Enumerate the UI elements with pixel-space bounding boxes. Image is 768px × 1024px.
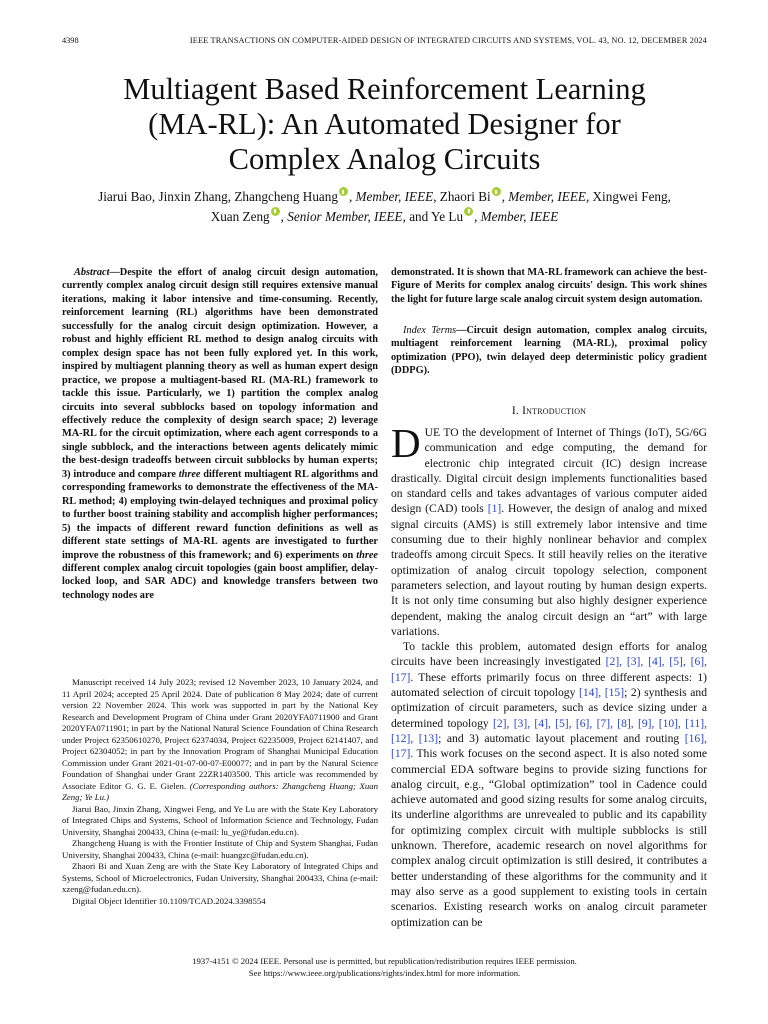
orcid-icon[interactable] <box>271 207 280 216</box>
abstract-emphasis: three <box>178 468 201 480</box>
abstract-text: —Despite the effort of analog circuit design automation, currently complex analog circuit design still requires extensive manual iterations, making it labor intensive and time-consuming. Recently, reinforcement learning (RL) algorithms have been demonstrated successfully for the analog circuit design optimization. However, a robust and highly efficient RL method to design analog circuits with complex design space has not been fully explored yet. In this work, inspired by multiagent planning theory as well as human expert design practice, we propose a multiagent-based RL (MA-RL) framework to tackle this issue. Particularly, we 1) partition the complex analog circuits into several subblocks based on topology information and effectively reduce the complexity of design search space; 2) leverage MA-RL for the circuit optimization, where each agent corresponds to a single subblock, and the interactions between agents delicately mimic the best-design tradeoffs between circuit subblocks by human experts; 3) introduce and compare <box>62 267 378 480</box>
footnote-manuscript: Manuscript received 14 July 2023; revised 12 November 2023, 10 January 2024, and 11 April 2024; accepted 25 April 2024. Date of publication 8 May 2024; date of current version 22 November 2024. This work was supported in part by the National Key Research and Development Program of China under Grant 2020YFA0711900 and Grant 2020YFA0711901; in part by the National Natural Science Foundation of China Research under Project 62350610270, Project 62374034, Project 62235009, Project 62141407, and Project 62304052; in part by the Innovation Program of Shanghai Municipal Education Commission under Grant 2021-01-07-00-07-E00077; and in part by the Natural Science Foundation of Shanghai under Grant 22ZR1403500. This article was recommended by Associate Editor G. G. E. Gielen. <box>62 677 378 791</box>
orcid-icon[interactable] <box>464 207 473 216</box>
footnote-affiliation-3: Zhaori Bi and Xuan Zeng are with the State Key Laboratory of Integrated Chips and Systems, School of Microelectronics, Fudan University, Shanghai 200433, China (e-mail: xzeng@fudan.edu.cn). <box>62 861 378 894</box>
citation-link[interactable]: [16], [17] <box>391 731 707 761</box>
index-terms-label: Index Terms <box>403 325 457 336</box>
intro-paragraph-2-cont: . This work focuses on the second aspect. It is also noted some commercial EDA software begins to provide sizing functions for analog circuit, e.g., “Global optimization” tool in Cadence could achieve automated and good sizing results for some analog circuits, its underline algorithms are unrevealed to public and its capability for optimizing complex circuit with multiple subblocks is still unknown. Therefore, academic research on novel algorithms for complex analog circuit optimization is still desired, it contributes a better understanding of these algorithms for the community and it may also serve as a good supplement to existing tools in certain scenarios. Existing research works on analog circuit parameter optimization can be <box>391 747 707 929</box>
copyright-line-2: See https://www.ieee.org/publications/rights/index.html for more information. <box>248 968 521 978</box>
abstract-emphasis: three <box>356 549 378 561</box>
title-line-2: (MA-RL): An Automated Designer for <box>148 107 621 141</box>
section-number: I. <box>511 404 519 417</box>
title-line-1: Multiagent Based Reinforcement Learning <box>123 72 646 106</box>
abstract-label: Abstract <box>74 267 110 278</box>
introduction-body <box>391 420 708 930</box>
footnote-doi[interactable]: Digital Object Identifier 10.1109/TCAD.2024.3398554 <box>72 895 266 906</box>
abstract-text-2: different multiagent RL algorithms and corresponding frameworks to demonstrate the effectiveness of the MA-RL method; 4) employing twin-delayed techniques and proximal policy to further boost training stability and accomplish higher performances; 5) the impacts of different reward function definitions as well as different state settings of MA-RL agents are investigated to further improve the robustness of this framework; and 6) experiments on <box>62 468 378 561</box>
title-line-3: Complex Analog Circuits <box>228 142 541 176</box>
abstract-text-3: different complex analog circuit topologies (gain boost amplifier, delay-locked loop, and SAR ADC) and knowledge transfers between two technology nodes are <box>62 562 378 601</box>
footnote-affiliation-2: Zhangcheng Huang is with the Frontier Institute of Chip and System Shanghai, Fudan University, Shanghai 200433, China (e-mail: huangzc@fudan.edu.cn). <box>62 838 378 860</box>
paper-title <box>62 72 707 177</box>
author-names-3: , Xingwei Feng, <box>585 189 671 204</box>
author-names-2: , Zhaori Bi <box>433 189 491 204</box>
copyright-line-1: 1937-4151 © 2024 IEEE. Personal use is permitted, but republication/redistribution requires IEEE permission. <box>192 956 577 966</box>
intro-paragraph-2-cont: ; and 3) automatic layout placement and routing <box>438 731 685 745</box>
author-names-4: Xuan Zeng <box>210 208 270 224</box>
index-terms-text: —Circuit design automation, complex analog circuits, multiagent reinforcement learning (MA-RL), proximal policy optimization (PPO), twin delayed deep deterministic policy gradient (DDPG). <box>391 325 707 377</box>
copyright-notice <box>62 955 707 979</box>
abstract-continued: demonstrated. It is shown that MA-RL framework can achieve the best-Figure of Merits for complex analog circuits' design. This work shines the light for future large scale analog circuit system design automation. <box>391 267 707 305</box>
page-number: 4398 <box>62 36 79 45</box>
intro-paragraph-1: UE TO the development of Internet of Things (IoT), 5G/6G communication and edge computing, the demand for electronic chip integrated circuit (IC) design increase drastically. Digital circuit design implements functionalities based on standard cells and takes advantages of various computer aided design (CAD) tools <box>391 426 707 516</box>
membership: Member, IEEE <box>508 189 586 204</box>
drop-cap: D <box>391 420 421 466</box>
membership: Senior Member, IEEE <box>287 208 403 224</box>
intro-paragraph-2-cont: ; 2) synthesis and optimization of circuit parameters, such as device sizing under a determined topology <box>391 686 708 730</box>
orcid-icon[interactable] <box>339 187 348 196</box>
intro-paragraph-1-cont: . However, the design of analog and mixed signal circuits (AMS) is still extremely labor intensive and time consuming due to their highly nonlinear behavior and complex tradeoffs among circuit Specs. It still heavily relies on the iterative optimization of analog circuit topology selection, component parameters selection, and layout routing by human design experts. It is not only time consuming but also highly designer experience dependent, making the analog circuit design an “art” with large variations. <box>391 502 708 638</box>
section-title: Introduction <box>522 404 587 417</box>
journal-name: IEEE TRANSACTIONS ON COMPUTER-AIDED DESIGN OF INTEGRATED CIRCUITS AND SYSTEMS, VOL. 43, NO. 12, DECEMBER 2024 <box>189 36 707 45</box>
citation-link[interactable]: [1] <box>487 502 502 516</box>
citation-link[interactable]: [2], [3], [4], [5], [6], [7], [8], [9], [10], [11], [12], [13] <box>391 716 708 745</box>
section-heading <box>391 404 707 417</box>
author-names-1: Jiarui Bao, Jinxin Zhang, Zhangcheng Huang <box>98 189 338 204</box>
index-terms <box>391 324 707 378</box>
intro-paragraph-2: To tackle this problem, automated design efforts for analog circuits have been increasingly investigated <box>391 640 707 669</box>
citation-link[interactable]: [14], [15] <box>578 686 625 700</box>
footnote-corresponding: (Corresponding authors: Zhangcheng Huang; Xuan Zeng; Ye Lu.) <box>62 780 379 802</box>
membership: Member, IEEE <box>480 208 559 224</box>
membership: Member, IEEE <box>355 189 434 204</box>
footnote <box>62 677 378 907</box>
author-names-5: , and Ye Lu <box>402 208 464 224</box>
abstract <box>62 266 378 602</box>
orcid-icon[interactable] <box>492 187 501 196</box>
intro-paragraph-2-cont: . These efforts primarily focus on three different aspects: 1) automated selection of circuit topology <box>391 670 707 700</box>
author-list: Jiarui Bao, Jinxin Zhang, Zhangcheng Huang , Member, IEEE, Zhaori Bi , Member, IEEE, Xingwei Feng, Xuan Zeng , Senior Member, IEEE, and Ye Lu , Member, IEEE <box>98 189 671 224</box>
footnote-affiliation-1: Jiarui Bao, Jinxin Zhang, Xingwei Feng, and Ye Lu are with the State Key Laboratory of Integrated Chips and Systems, School of Information Science and Technology, Fudan University, Shanghai 200433, China (e-mail: lu_ye@fudan.edu.cn). <box>62 803 378 837</box>
citation-link[interactable]: [2], [3], [4], [5], [6], [17] <box>391 655 707 684</box>
